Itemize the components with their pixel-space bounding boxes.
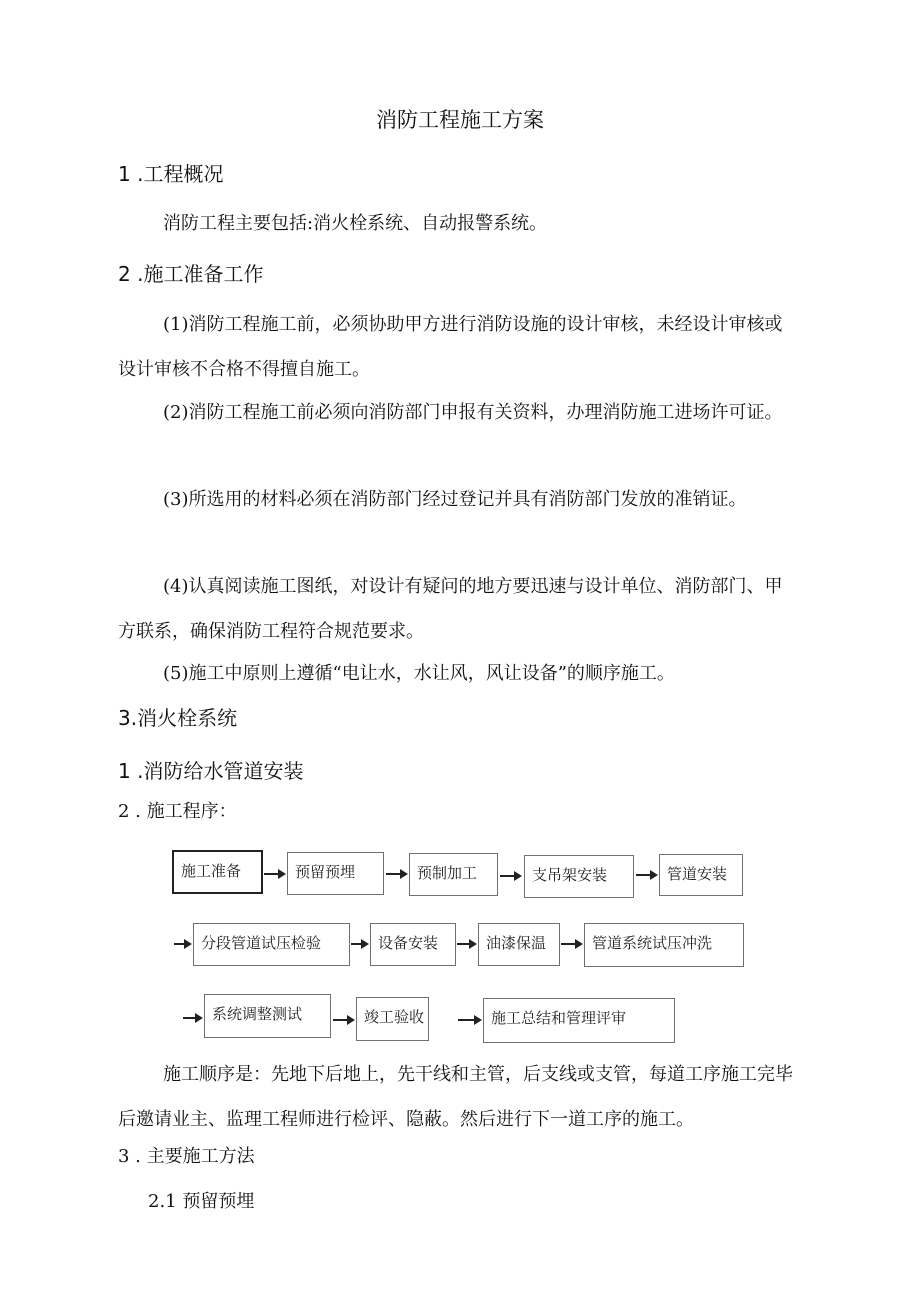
section-3-heading: 3.消火栓系统: [118, 706, 238, 730]
flow-arrow: [174, 938, 192, 950]
page-title: 消防工程施工方案: [376, 108, 544, 132]
flow-arrow: [386, 868, 408, 880]
construction-order-text: 施工顺序是：先地下后地上，先干线和主管，后支线或支管，每道工序施工完毕后邀请业主、监理工程师进行检评、隐蔽。然后进行下一道工序的施工。: [118, 1064, 793, 1130]
prep-item-1: (1)消防工程施工前，必须协助甲方进行消防设施的设计审核，未经设计审核或设计审核不合格不得擅自施工。: [118, 314, 783, 380]
flow-arrow: [457, 938, 477, 950]
prep-item-5: (5)施工中原则上遵循“电让水，水让风，风让设备”的顺序施工。: [163, 663, 675, 684]
flow-arrow: [333, 1014, 355, 1026]
flow-step-7: 设备安装: [370, 923, 456, 966]
subsection-2-heading: 2 . 施工程序：: [118, 801, 237, 822]
subsection-3-heading: 3 . 主要施工方法: [118, 1146, 255, 1167]
flow-arrow: [458, 1014, 482, 1026]
flow-step-5: 管道安装: [659, 854, 743, 896]
flow-step-12: 施工总结和管理评审: [483, 998, 675, 1043]
prep-item-2: (2)消防工程施工前必须向消防部门申报有关资料，办理消防施工进场许可证。: [163, 402, 783, 423]
flow-arrow: [351, 938, 369, 950]
prep-item-3: (3)所选用的材料必须在消防部门经过登记并具有消防部门发放的准销证。: [163, 489, 747, 510]
flow-step-10: 系统调整测试: [204, 994, 331, 1038]
flow-step-9: 管道系统试压冲洗: [584, 923, 744, 967]
flow-step-11: 竣工验收: [356, 997, 429, 1041]
flow-step-4: 支吊架安装: [524, 855, 634, 898]
prep-item-4: (4)认真阅读施工图纸，对设计有疑问的地方要迅速与设计单位、消防部门、甲方联系，确保消防工程符合规范要求。: [118, 576, 783, 642]
section-1-text: 消防工程主要包括:消火栓系统、自动报警系统。: [163, 213, 548, 234]
flow-step-3: 预制加工: [409, 853, 498, 896]
flow-step-2: 预留预埋: [287, 852, 384, 895]
section-2-heading: 2 .施工准备工作: [118, 262, 264, 286]
flow-step-1: 施工准备: [172, 850, 263, 894]
flow-arrow: [636, 869, 658, 881]
subsection-1-heading: 1 .消防给水管道安装: [118, 759, 304, 783]
flow-step-8: 油漆保温: [478, 923, 560, 966]
flow-arrow: [264, 868, 286, 880]
section-1-heading: 1 .工程概况: [118, 162, 224, 186]
flow-arrow: [561, 938, 583, 950]
flow-step-6: 分段管道试压检验: [193, 923, 350, 966]
subsection-3-1-heading: 2.1 预留预埋: [148, 1191, 255, 1212]
flow-arrow: [500, 870, 522, 882]
flow-arrow: [183, 1012, 203, 1024]
